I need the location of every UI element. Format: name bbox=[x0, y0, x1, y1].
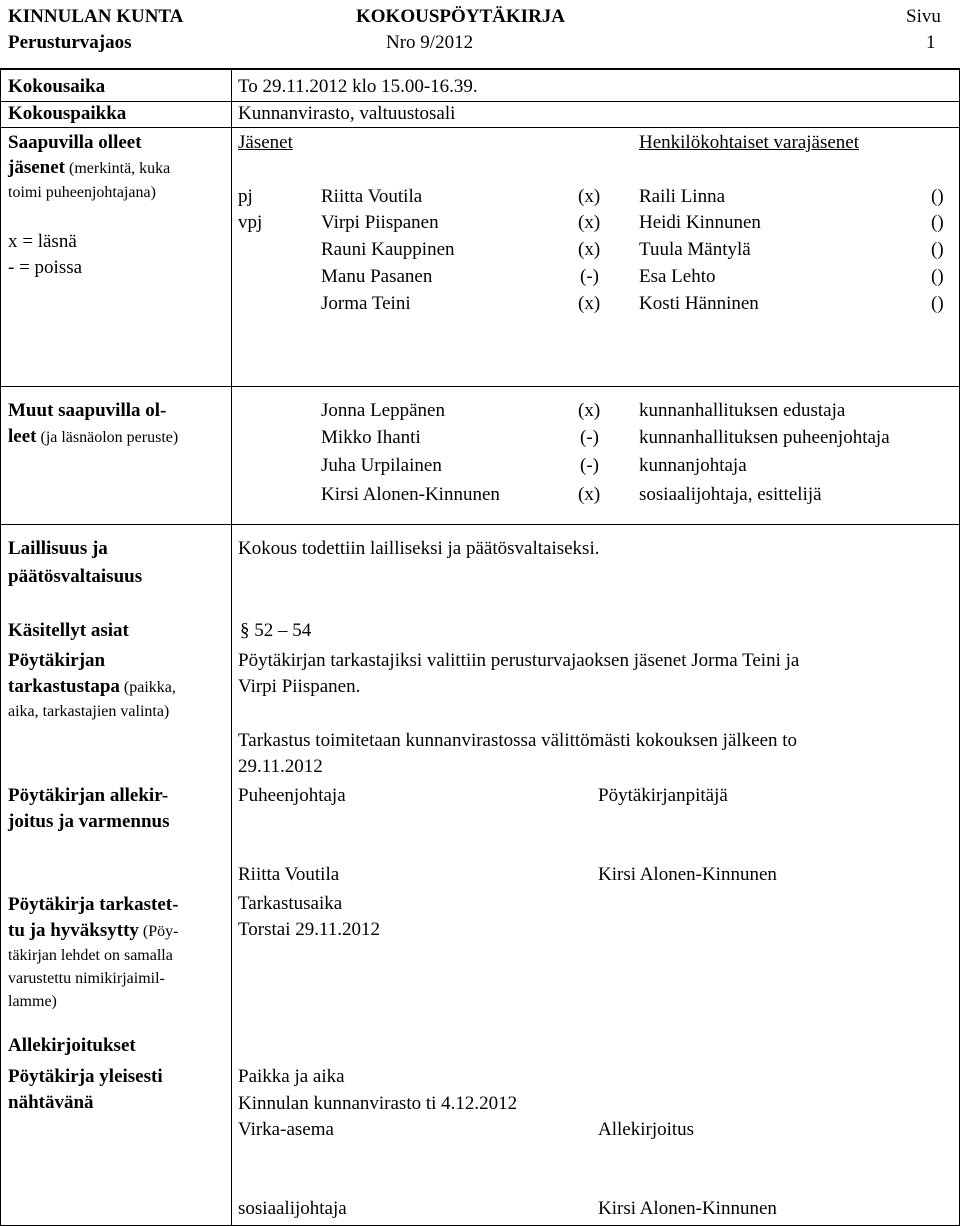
deputy-mark: () bbox=[931, 212, 944, 233]
deputy-mark: () bbox=[931, 186, 944, 207]
signer-name: Kirsi Alonen-Kinnunen bbox=[598, 1198, 777, 1219]
legality-label-line2: päätösvaltaisuus bbox=[8, 566, 143, 587]
deputy-name: Kosti Hänninen bbox=[639, 293, 759, 314]
left-border bbox=[0, 68, 1, 1226]
approved-label-line3: täkirjan lehdet on samalla bbox=[8, 947, 173, 964]
place-time-label: Paikka ja aika bbox=[238, 1066, 345, 1087]
attendee-name: Kirsi Alonen-Kinnunen bbox=[321, 484, 500, 505]
attendee-mark: (x) bbox=[578, 484, 601, 505]
approved-label-line2: tu ja hyväksytty (Pöy- bbox=[8, 920, 179, 941]
page-number: 1 bbox=[926, 32, 936, 53]
inspection-method-label: Pöytäkirjan bbox=[8, 650, 106, 671]
member-name: Riitta Voutila bbox=[321, 186, 423, 207]
row-divider bbox=[0, 386, 960, 387]
document-type: KOKOUSPÖYTÄKIRJA bbox=[356, 6, 566, 27]
members-section-label-line3: toimi puheenjohtajana) bbox=[8, 184, 156, 201]
attendee-reason: sosiaalijohtaja, esittelijä bbox=[639, 484, 822, 505]
row-divider bbox=[0, 524, 960, 525]
inspection-date-value: Torstai 29.11.2012 bbox=[238, 919, 381, 940]
public-display-label-line2: nähtävänä bbox=[8, 1092, 94, 1113]
members-section-label: Saapuvilla olleet bbox=[8, 132, 142, 153]
document-number: Nro 9/2012 bbox=[386, 32, 474, 53]
approved-label-line4: varustettu nimikirjaimil- bbox=[8, 970, 165, 987]
attendee-reason: kunnanhallituksen puheenjohtaja bbox=[639, 427, 890, 448]
meeting-time-label: Kokousaika bbox=[8, 76, 106, 97]
approved-label-line5: lamme) bbox=[8, 993, 57, 1010]
inspection-method-label-line3: aika, tarkastajien valinta) bbox=[8, 703, 170, 720]
signatures-label: Allekirjoitukset bbox=[8, 1035, 136, 1056]
meeting-place-label: Kokouspaikka bbox=[8, 103, 127, 124]
deputies-column-header: Henkilökohtaiset varajäsenet bbox=[639, 132, 860, 153]
approved-label: Pöytäkirja tarkastet- bbox=[8, 894, 179, 915]
attendee-mark: (-) bbox=[580, 427, 599, 448]
secretary-label: Pöytäkirjanpitäjä bbox=[598, 785, 728, 806]
deputy-mark: () bbox=[931, 266, 944, 287]
inspection-date-label: Tarkastusaika bbox=[238, 893, 343, 914]
member-mark: (x) bbox=[578, 293, 601, 314]
member-role: pj bbox=[238, 186, 253, 207]
header-divider bbox=[0, 68, 960, 70]
legality-label: Laillisuus ja bbox=[8, 538, 108, 559]
member-name: Virpi Piispanen bbox=[321, 212, 439, 233]
row-divider bbox=[0, 101, 960, 102]
position-label: Virka-asema bbox=[238, 1119, 334, 1140]
signing-label-line2: joitus ja varmennus bbox=[8, 811, 170, 832]
attendee-name: Juha Urpilainen bbox=[321, 455, 442, 476]
attendee-mark: (-) bbox=[580, 455, 599, 476]
member-name: Jorma Teini bbox=[321, 293, 411, 314]
legend-present: x = läsnä bbox=[8, 231, 77, 252]
legend-absent: - = poissa bbox=[8, 257, 83, 278]
secretary-name: Kirsi Alonen-Kinnunen bbox=[598, 864, 777, 885]
meeting-time-value: To 29.11.2012 klo 15.00-16.39. bbox=[238, 76, 478, 97]
member-name: Rauni Kauppinen bbox=[321, 239, 455, 260]
signing-label: Pöytäkirjan allekir- bbox=[8, 785, 169, 806]
matters-value: § 52 – 54 bbox=[240, 620, 312, 641]
inspection-time-text: Tarkastus toimitetaan kunnanvirastossa välittömästi kokouksen jälkeen to bbox=[238, 730, 798, 751]
members-column-header: Jäsenet bbox=[238, 132, 293, 153]
meeting-place-value: Kunnanvirasto, valtuustosali bbox=[238, 103, 456, 124]
chair-label: Puheenjohtaja bbox=[238, 785, 346, 806]
deputy-name: Tuula Mäntylä bbox=[639, 239, 751, 260]
deputy-name: Heidi Kinnunen bbox=[639, 212, 761, 233]
chair-name: Riitta Voutila bbox=[238, 864, 340, 885]
attendee-reason: kunnanhallituksen edustaja bbox=[639, 400, 846, 421]
member-mark: (x) bbox=[578, 239, 601, 260]
inspection-method-label-line2: tarkastustapa (paikka, bbox=[8, 676, 176, 697]
position-value: sosiaalijohtaja bbox=[238, 1198, 347, 1219]
others-section-label: Muut saapuvilla ol- bbox=[8, 400, 167, 421]
public-display-label: Pöytäkirja yleisesti bbox=[8, 1066, 163, 1087]
inspection-time-text-line2: 29.11.2012 bbox=[238, 756, 323, 777]
attendee-reason: kunnanjohtaja bbox=[639, 455, 747, 476]
member-mark: (-) bbox=[580, 266, 599, 287]
deputy-mark: () bbox=[931, 293, 944, 314]
member-mark: (x) bbox=[578, 212, 601, 233]
attendee-mark: (x) bbox=[578, 400, 601, 421]
row-divider bbox=[0, 127, 960, 128]
members-section-label-line2: jäsenet (merkintä, kuka bbox=[8, 157, 171, 178]
deputy-name: Esa Lehto bbox=[639, 266, 716, 287]
member-role: vpj bbox=[238, 212, 263, 233]
inspection-method-text: Pöytäkirjan tarkastajiksi valittiin perusturvajaoksen jäsenet Jorma Teini ja bbox=[238, 650, 800, 671]
deputy-mark: () bbox=[931, 239, 944, 260]
column-divider bbox=[231, 68, 232, 1226]
signature-label: Allekirjoitus bbox=[598, 1119, 695, 1140]
member-name: Manu Pasanen bbox=[321, 266, 433, 287]
deputy-name: Raili Linna bbox=[639, 186, 726, 207]
department-name: Perusturvajaos bbox=[8, 32, 132, 53]
place-time-value: Kinnulan kunnanvirasto ti 4.12.2012 bbox=[238, 1093, 518, 1114]
page-label: Sivu bbox=[906, 6, 941, 27]
member-mark: (x) bbox=[578, 186, 601, 207]
inspection-method-text-line2: Virpi Piispanen. bbox=[238, 676, 361, 697]
attendee-name: Jonna Leppänen bbox=[321, 400, 445, 421]
municipality-name: KINNULAN KUNTA bbox=[8, 6, 184, 27]
legality-text: Kokous todettiin lailliseksi ja päätösvaltaiseksi. bbox=[238, 538, 600, 559]
matters-label: Käsitellyt asiat bbox=[8, 620, 129, 641]
others-section-label-line2: leet (ja läsnäolon peruste) bbox=[8, 426, 179, 447]
attendee-name: Mikko Ihanti bbox=[321, 427, 421, 448]
